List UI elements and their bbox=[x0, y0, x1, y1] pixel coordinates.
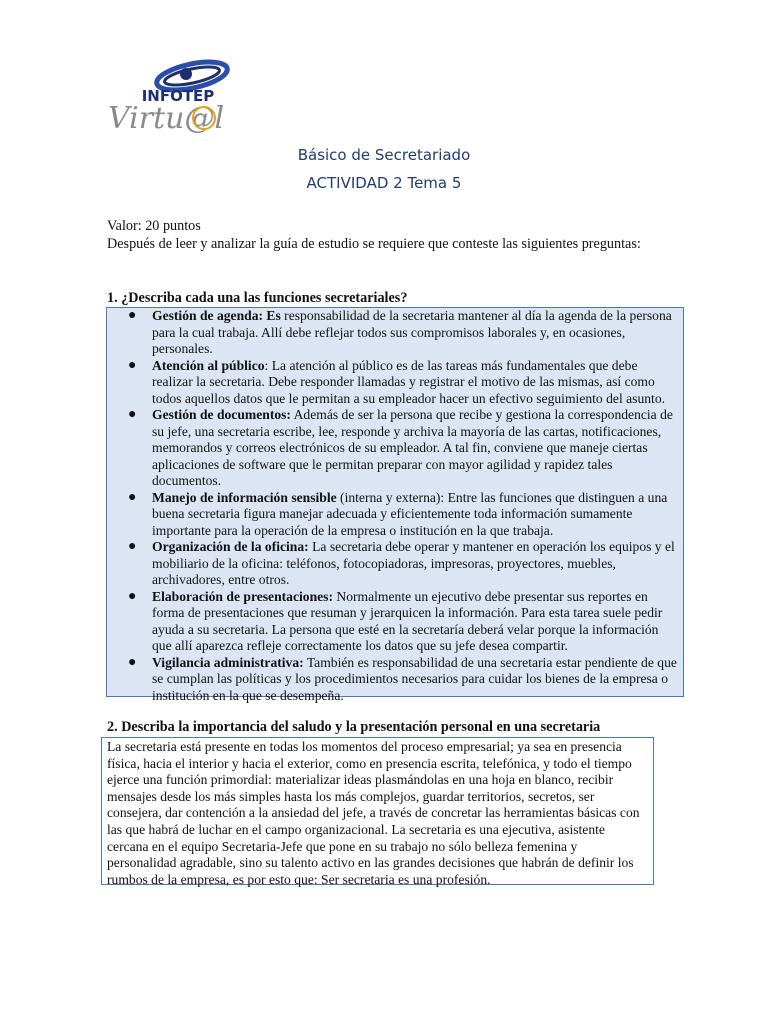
list-item bbox=[107, 358, 683, 408]
functions-list bbox=[107, 308, 683, 704]
item-text: Además de ser la persona que recibe y gestiona la correspondencia de su jefe, una secretaria escribe, lee, responde y archiva la mayoría de las cartas, notificaciones, memorandos y correos electrónicos de su empleador. A tal fin, conviene que maneje ciertas aplicaciones de software que le permitan preparar con mayor agilidad y rapidez tales documentos. bbox=[152, 407, 673, 488]
list-item bbox=[107, 589, 683, 655]
logo-script-text: Virtu@l bbox=[108, 101, 225, 136]
answer-1-box bbox=[106, 307, 684, 703]
instructions-text: Después de leer y analizar la guía de estudio se requiere que conteste las siguientes preguntas: bbox=[107, 236, 641, 252]
item-text: (interna y externa): Entre las funciones que distinguen a una buena secretaria figura manejar adecuada y eficientemente toda información sumamente importante para la operación de la empresa o institución en la que trabaja. bbox=[152, 489, 668, 538]
list-item bbox=[107, 655, 683, 705]
bullet-icon: ● bbox=[128, 588, 137, 604]
bullet-icon: ● bbox=[128, 357, 137, 373]
list-item bbox=[107, 490, 683, 540]
item-text: responsabilidad de la secretaria mantener al día la agenda de la persona para la cual trabaja. Allí debe reflejar todos sus compromisos laborales y, en ocasiones, personales. bbox=[152, 308, 672, 356]
logo-graphic-icon bbox=[106, 58, 236, 136]
bullet-icon: ● bbox=[128, 539, 137, 554]
question-2-label: 2. Describa la importancia del saludo y la presentación personal en una secretaria bbox=[107, 719, 601, 735]
item-term: Atención al público bbox=[152, 357, 265, 373]
list-item bbox=[107, 539, 683, 589]
answer-2-text: La secretaria está presente en todas los momentos del proceso empresarial; ya sea en presencia física, hacia el interior y hacia el exterior, como en presencia escrita, telefónica, y todo el tiempo ejerce una función primordial: materializar ideas plasmándolas en una hoja en blanco, recibir mensajes desde los más simples hasta los más complejos, guardar territorios, secretos, ser consejera, dar contención a la ansiedad del jefe, a través de concretar las herramientas básicas con las que habrá de luchar en el campo organizacional. La secretaria es una ejecutiva, asistente cercana en el equipo Secretaria-Jefe que pone en su trabajo no sólo belleza femenina y personalidad agradable, sino su talento activo en las grandes decisiones que habrán de definir los rumbos de la empresa, es por esto que: Ser secretaria es una profesión. bbox=[107, 739, 640, 887]
document-heading bbox=[0, 144, 768, 194]
document-subtitle: ACTIVIDAD 2 Tema 5 bbox=[306, 174, 462, 192]
bullet-icon: ● bbox=[128, 407, 137, 422]
list-item bbox=[107, 308, 683, 358]
question-1-label: 1. ¿Describa cada una las funciones secretariales? bbox=[107, 290, 408, 306]
item-text: Normalmente un ejecutivo debe presentar sus reportes en forma de presentaciones que resuman y jerarquicen la información. Para esta tarea suele pedir ayuda a su secretaria. La persona que esté en la secretaría deberá velar porque la información que allí aparezca refleje correctamente los datos que su jefe desea compartir. bbox=[152, 588, 663, 653]
item-text: También es responsabilidad de una secretaria estar pendiente de que se cumplan las políticas y los procedimientos necesarios para cuidar los bienes de la empresa o institución en la que se desempeña. bbox=[152, 654, 677, 703]
bullet-icon: ● bbox=[128, 489, 137, 505]
item-term: Organización de la oficina: bbox=[152, 539, 309, 554]
bullet-icon: ● bbox=[128, 308, 137, 323]
intro-section bbox=[107, 218, 660, 253]
points-value: Valor: 20 puntos bbox=[107, 218, 201, 234]
item-term: Gestión de agenda: Es bbox=[152, 308, 281, 323]
item-text: : La atención al público es de las tareas más fundamentales que debe realizar la secretaria. Debe responder llamadas y registrar el motivo de las mismas, así como todos aquellos datos que le permitan a su empleador hacer un efectivo seguimiento del asunto. bbox=[152, 357, 666, 406]
list-item bbox=[107, 407, 683, 490]
item-term: Vigilancia administrativa: bbox=[152, 654, 304, 670]
document-title: Básico de Secretariado bbox=[297, 146, 471, 164]
item-text: La secretaria debe operar y mantener en operación los equipos y el mobiliario de la oficina: teléfonos, fotocopiadoras, impresoras, proyectores, muebles, archivadores, entre otros. bbox=[152, 539, 675, 587]
item-term: Elaboración de presentaciones: bbox=[152, 588, 333, 604]
bullet-icon: ● bbox=[128, 654, 137, 670]
logo-brand-text: INFOTEP bbox=[141, 87, 215, 105]
item-term: Gestión de documentos: bbox=[152, 407, 291, 422]
infotep-virtual-logo bbox=[106, 58, 236, 136]
item-term: Manejo de información sensible bbox=[152, 489, 337, 505]
answer-2-box bbox=[101, 737, 654, 885]
